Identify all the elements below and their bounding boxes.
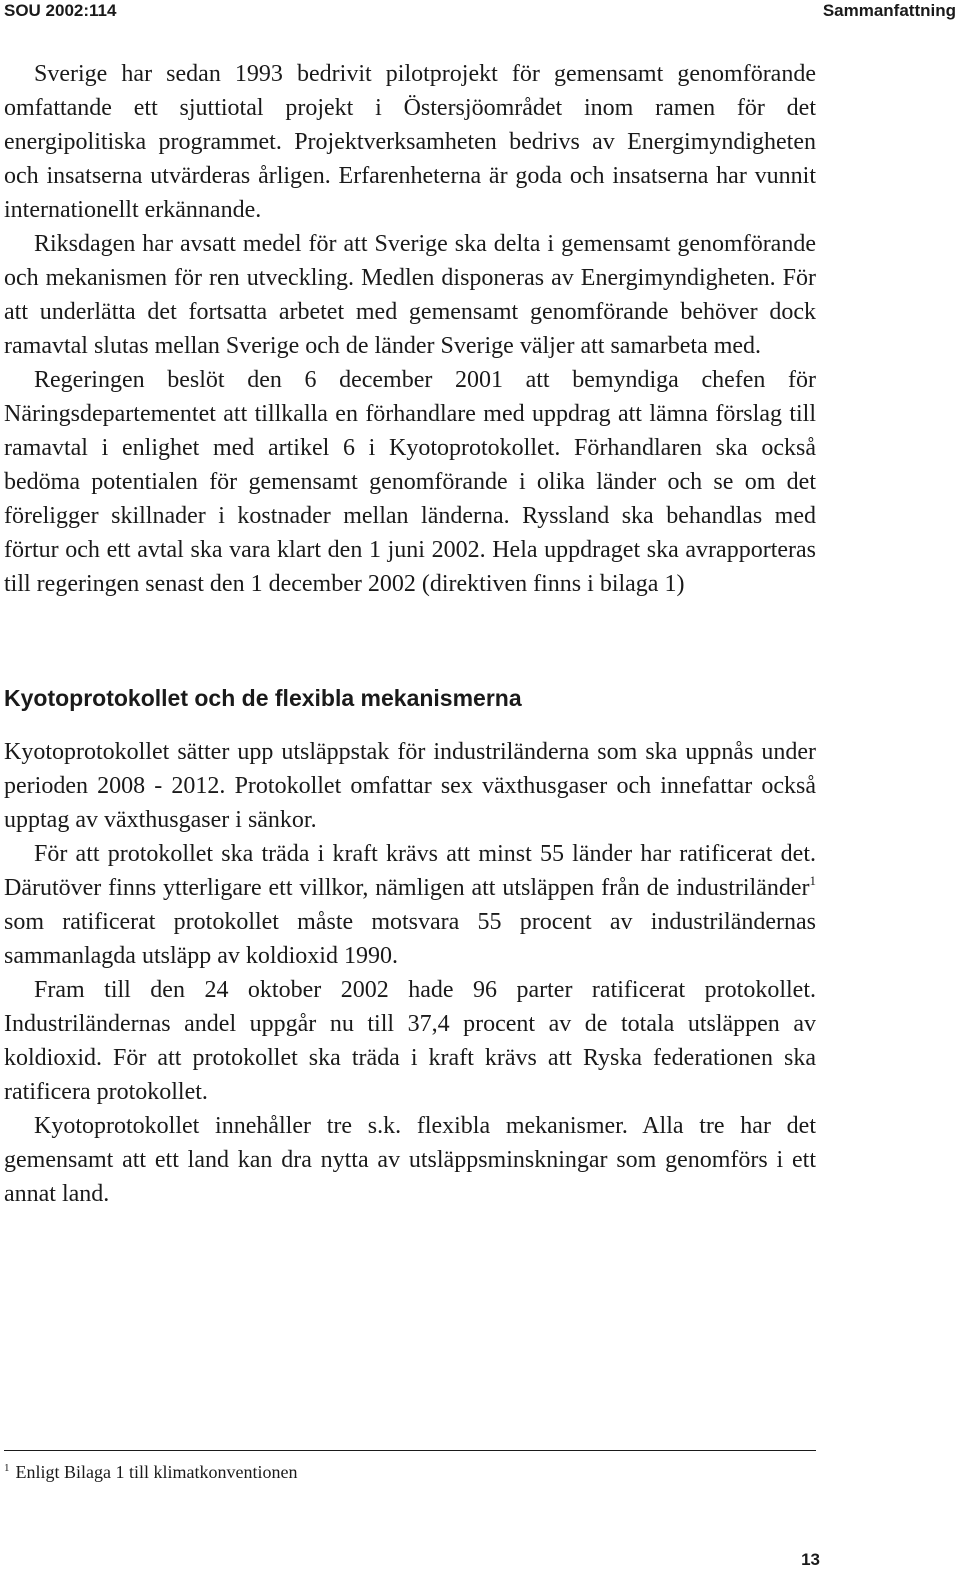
paragraph-riksdagen: Riksdagen har avsatt medel för att Sverige ska delta i gemensamt genomförande och mekanismen för ren utveckling. Medlen disponeras av Energimyndigheten. För att underlätta det fortsatta arbetet med gemensamt genomförande behöver dock ramavtal slutas mellan Sverige och de länder Sverige väljer att samarbeta med. bbox=[4, 231, 816, 359]
paragraph-ratification-conditions bbox=[4, 837, 816, 973]
page-number: 13 bbox=[801, 1550, 820, 1569]
paragraph-kyoto-intro: Kyotoprotokollet sätter upp utsläppstak för industriländerna som ska uppnås under perioden 2008 - 2012. Protokollet omfattar sex växthusgaser och innefattar också upptag av växthusgaser i sänkor. bbox=[4, 739, 816, 833]
paragraph-text-after-ref: som ratificerat protokollet måste motsvara 55 procent av industriländernas sammanlagda utsläpp av koldioxid 1990. bbox=[4, 909, 816, 969]
footnote-divider bbox=[4, 1450, 816, 1451]
paragraph-text-before-ref: För att protokollet ska träda i kraft krävs att minst 55 länder har ratificerat det. Därutöver finns ytterligare ett villkor, nämligen att utsläppen från de industriländer bbox=[4, 841, 816, 901]
footnote-text: Enligt Bilaga 1 till klimatkonventionen bbox=[15, 1462, 298, 1482]
section-title: Sammanfattning bbox=[822, 1, 956, 20]
paragraph-flexible-mechanisms: Kyotoprotokollet innehåller tre s.k. flexibla mekanismer. Alla tre har det gemensamt att ett land kan dra nytta av utsläppsminskningar som genomförs i ett annat land. bbox=[4, 1113, 816, 1207]
paragraph-pilot-projects: Sverige har sedan 1993 bedrivit pilotprojekt för gemensamt genomförande omfattande ett sjuttiotal projekt i Östersjöområdet inom ramen för det energipolitiska programmet. Projektverksamheten bedrivs av Energimyndigheten och insatserna utvärderas årligen. Erfarenheterna är goda och insatserna har vunnit internationellt erkännande. bbox=[4, 61, 816, 223]
page-header bbox=[0, 0, 960, 24]
footnote-reference[interactable]: 1 bbox=[809, 873, 816, 888]
footnote-marker: 1 bbox=[4, 1462, 10, 1474]
document-id: SOU 2002:114 bbox=[4, 1, 117, 20]
paragraph-ratification-status: Fram till den 24 oktober 2002 hade 96 parter ratificerat protokollet. Industriländernas andel uppgår nu till 37,4 procent av de totala utsläppen av koldioxid. För att protokollet ska träda i kraft krävs att Ryska federationen ska ratificera protokollet. bbox=[4, 977, 816, 1105]
main-content bbox=[4, 57, 816, 1211]
paragraph-regeringen: Regeringen beslöt den 6 december 2001 att bemyndiga chefen för Näringsdepartementet att tillkalla en förhandlare med uppdrag att lämna förslag till ramavtal i enlighet med artikel 6 i Kyotoprotokollet. Förhandlaren ska också bedöma potentialen för gemensamt genomförande i olika länder och se om det föreligger skillnader i kostnader mellan länderna. Ryssland ska behandlas med förtur och ett avtal ska vara klart den 1 juni 2002. Hela uppdraget ska avrapporteras till regeringen senast den 1 december 2002 (direktiven finns i bilaga 1) bbox=[4, 367, 816, 597]
section-heading: Kyotoprotokollet och de flexibla mekanismerna bbox=[4, 685, 522, 711]
footnote bbox=[4, 1462, 297, 1483]
